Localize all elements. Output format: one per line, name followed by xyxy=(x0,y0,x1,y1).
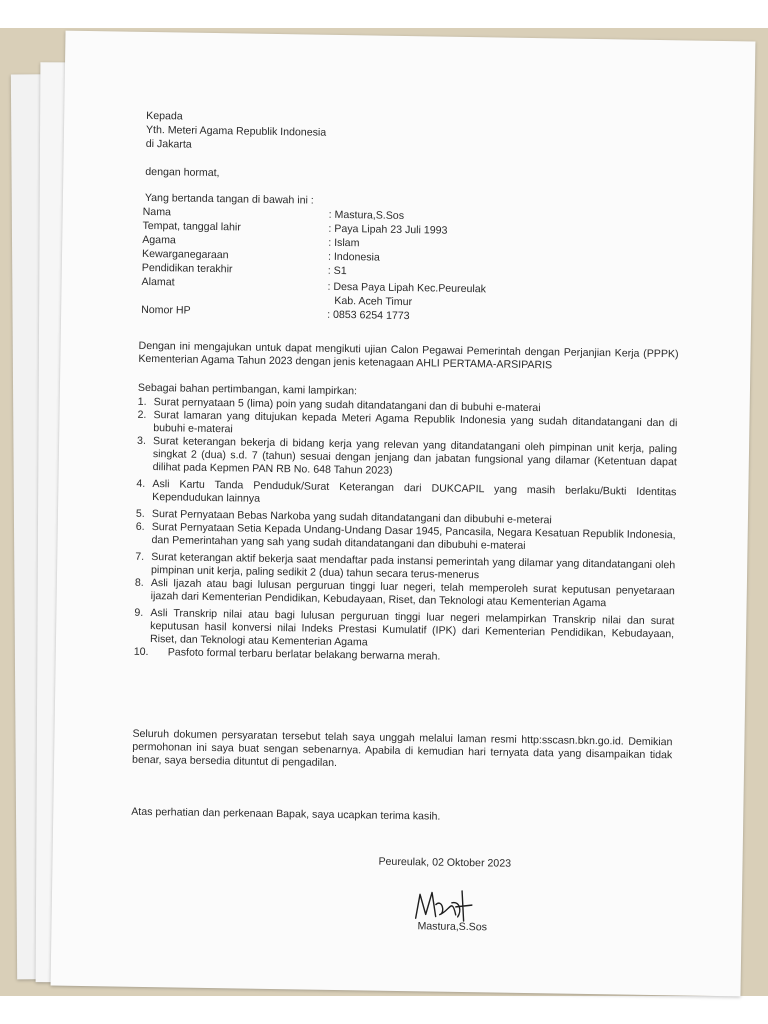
field-label-agama: Agama xyxy=(142,233,176,247)
list-item-text: Asli Ijazah atau bagi lulusan perguruan tinggi luar negeri, telah memperoleh surat keputusan penyetaraan ijazah dari Kementerian Pendidikan, Kebudayaan, Riset, dan Teknologi atau Kementerian Agama xyxy=(150,577,675,610)
field-value-nama: : Mastura,S.Sos xyxy=(328,208,405,222)
list-item-text: Asli Transkrip nilai atau bagi lulusan perguruan tinggi luar negeri melampirkan Transkrip nilai dan surat keputusan hasil konversi nilai Indeks Prestasi Kumulatif (IPK) dari Kementerian Pendidikan, Kebudayaan, Riset, dan Teknologi atau Kementerian Agama xyxy=(149,607,675,649)
list-item-number: 5. xyxy=(135,507,145,520)
list-item-text: Surat Pernyataan Bebas Narkoba yang sudah ditandatangani dan dibubuhi e-meterai xyxy=(151,508,552,527)
signer-name: Mastura,S.Sos xyxy=(417,920,488,934)
list-item-number: 2. xyxy=(137,408,147,421)
list-item-text: Surat pernyataan 5 (lima) poin yang sudah ditandatangani dan di bubuhi e-materai xyxy=(153,396,541,415)
list-item-text: Surat lamaran yang ditujukan kepada Meteri Agama Republik Indonesia yang sudah ditandatangani dan di bubuhi e-materai xyxy=(153,409,678,436)
field-value-alamat-2: Kab. Aceh Timur xyxy=(334,294,413,309)
field-value-nomor-hp: : 0853 6254 1773 xyxy=(327,308,410,323)
field-label-alamat: Alamat xyxy=(141,275,175,289)
closing-paragraph: Seluruh dokumen persyaratan tersebut telah saya unggah melalui laman resmi http:sscasn.bkn.go.id. Demikian permohonan ini saya buat sengan sebenarnya. Apabila di kemudian hari ternyata data yang disampaikan tidak benar, saya bersedia dituntut di pengadilan. xyxy=(132,727,673,769)
list-item xyxy=(136,478,676,512)
attachments-intro: Sebagai bahan pertimbangan, kami lampirkan: xyxy=(137,381,358,398)
field-value-kewarganegaraan: : Indonesia xyxy=(327,250,380,264)
list-item-number: 7. xyxy=(135,550,145,563)
body-paragraph: Dengan ini mengajukan untuk dapat mengikuti ujian Calon Pegawai Pemerintah dengan Perjanjian Kerja (PPPK) Kementerian Agama Tahun 2023 dengan jenis ketenagaan AHLI PERTAMA-ARSIPARIS xyxy=(138,339,679,372)
list-item-text: Surat keterangan bekerja di bidang kerja yang relevan yang ditandatangani oleh pimpinan unit kerja, paling singkat 2 (dua) s.d. 7 (tahun) sesuai dengan jenjang dan jabatan fungsional yang dilamar (Ketentuan dapat dilihat pada Kepmen PAN RB No. 648 Tahun 2023) xyxy=(152,435,678,477)
thanks-line: Atas perhatian dan perkenaan Bapak, saya ucapkan terima kasih. xyxy=(131,805,441,823)
field-value-agama: : Islam xyxy=(328,236,360,250)
list-item-number: 9. xyxy=(134,606,144,619)
list-item-number: 8. xyxy=(134,576,144,589)
list-item-text: Surat Pernyataan Setia Kepada Undang-Undang Dasar 1945, Pancasila, Negara Kesatuan Republik Indonesia, dan Pemerintahan yang sah yang sudah ditandatangani dan dibubuhi e-materai xyxy=(151,521,676,552)
letter-page xyxy=(51,31,756,997)
field-value-alamat: : Desa Paya Lipah Kec.Peureulak xyxy=(327,280,487,296)
list-item-text: Asli Kartu Tanda Penduduk/Surat Keterangan dari DUKCAPIL yang masih berlaku/Bukti Identitas Kependudukan lainnya xyxy=(152,478,677,505)
list-item-number: 4. xyxy=(136,477,146,490)
place-date: Peureulak, 02 Oktober 2023 xyxy=(378,855,512,870)
recipient-line-3: di Jakarta xyxy=(145,137,192,151)
field-label-ttl: Tempat, tanggal lahir xyxy=(142,219,241,234)
list-item xyxy=(137,435,678,482)
field-value-pendidikan: : S1 xyxy=(327,264,347,278)
list-item-number: 3. xyxy=(137,434,147,447)
field-label-nama: Nama xyxy=(142,205,172,219)
field-label-nomor-hp: Nomor HP xyxy=(141,303,191,317)
list-item-number: 10. xyxy=(133,645,149,659)
field-label-kewarganegaraan: Kewarganegaraan xyxy=(141,247,229,262)
list-item-text: Pasfoto formal terbaru berlatar belakang berwarna merah. xyxy=(167,646,441,663)
list-item-number: 1. xyxy=(137,395,147,408)
list-item-number: 6. xyxy=(135,520,145,533)
field-label-pendidikan: Pendidikan terakhir xyxy=(141,261,233,276)
field-value-ttl: : Paya Lipah 23 Juli 1993 xyxy=(328,222,448,237)
intro-line: Yang bertanda tangan di bawah ini : xyxy=(144,191,314,207)
greeting: dengan hormat, xyxy=(145,165,220,180)
recipient-line-2: Yth. Meteri Agama Republik Indonesia xyxy=(145,123,327,139)
attachments-list xyxy=(134,396,678,667)
recipient-line-1: Kepada xyxy=(146,109,183,123)
list-item-text: Surat keterangan aktif bekerja saat mendaftar pada instansi pemerintah yang dilamar yang ditandatangani oleh pimpinan unit kerja, paling sedikit 2 (dua) tahun secara terus-menerus xyxy=(150,551,676,582)
